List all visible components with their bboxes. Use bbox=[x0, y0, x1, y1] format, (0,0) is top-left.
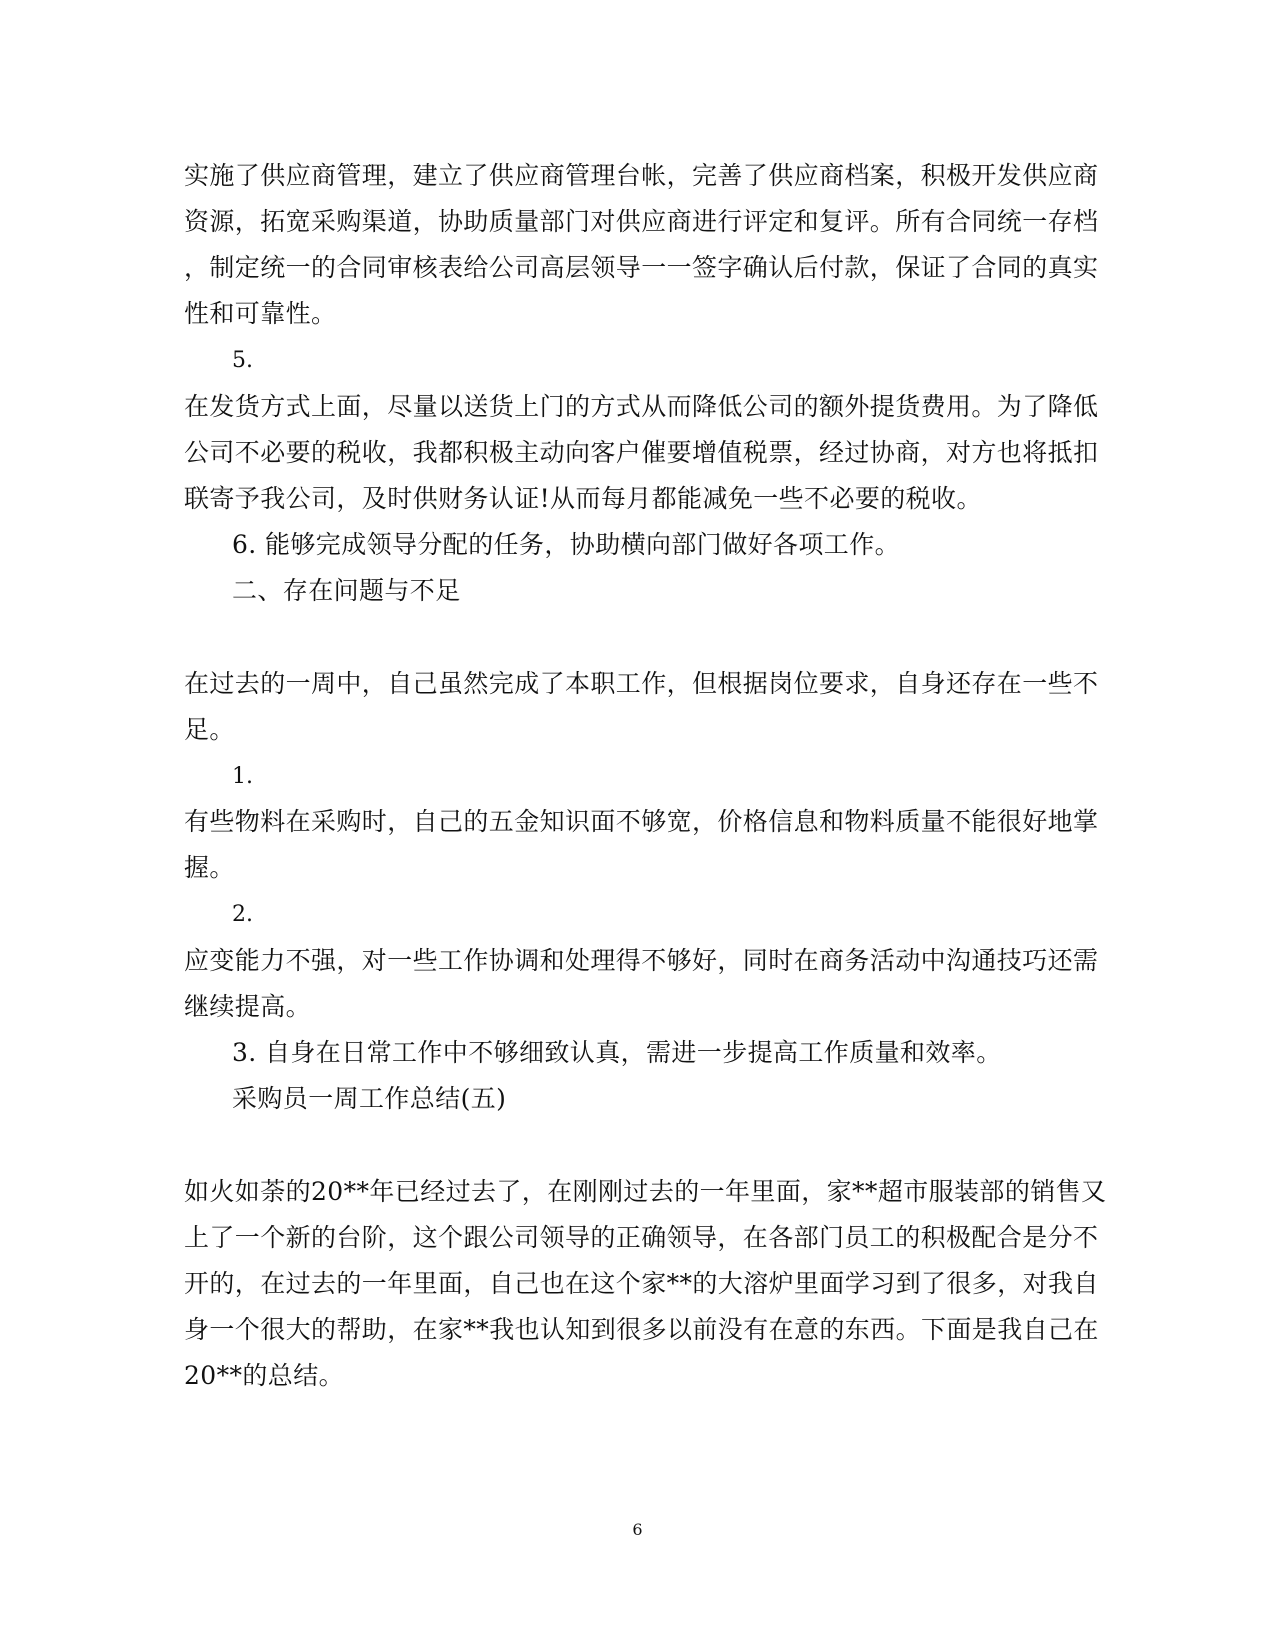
body-text-line: 身一个很大的帮助，在家**我也认知到很多以前没有在意的东西。下面是我自己在 bbox=[184, 1315, 1099, 1344]
body-text-line: 联寄予我公司，及时供财务认证!从而每月都能减免一些不必要的税收。 bbox=[184, 484, 982, 513]
body-text-line: ，制定统一的合同审核表给公司高层领导一一签字确认后付款，保证了合同的真实 bbox=[184, 253, 1099, 282]
list-number: 2. bbox=[232, 902, 253, 927]
section-heading: 二、存在问题与不足 bbox=[232, 576, 461, 605]
list-item-line: 3. 自身在日常工作中不够细致认真，需进一步提高工作质量和效率。 bbox=[232, 1038, 1002, 1067]
body-text-line: 资源，拓宽采购渠道，协助质量部门对供应商进行评定和复评。所有合同统一存档 bbox=[184, 207, 1099, 236]
body-text-line: 上了一个新的台阶，这个跟公司领导的正确领导，在各部门员工的积极配合是分不 bbox=[184, 1223, 1099, 1252]
list-item-line: 6. 能够完成领导分配的任务，协助横向部门做好各项工作。 bbox=[232, 530, 901, 559]
body-text-line: 开的，在过去的一年里面，自己也在这个家**的大溶炉里面学习到了很多，对我自 bbox=[184, 1269, 1099, 1298]
body-text-line: 在发货方式上面，尽量以送货上门的方式从而降低公司的额外提货费用。为了降低 bbox=[184, 392, 1099, 421]
section-heading: 采购员一周工作总结(五) bbox=[232, 1084, 507, 1113]
body-text-line: 在过去的一周中，自己虽然完成了本职工作，但根据岗位要求，自身还存在一些不 bbox=[184, 669, 1099, 698]
body-text-line: 实施了供应商管理，建立了供应商管理台帐，完善了供应商档案，积极开发供应商 bbox=[184, 161, 1099, 190]
body-text-line: 握。 bbox=[184, 853, 235, 882]
list-number: 1. bbox=[232, 764, 253, 789]
body-text-line: 有些物料在采购时，自己的五金知识面不够宽，价格信息和物料质量不能很好地掌 bbox=[184, 807, 1099, 836]
body-text-line: 性和可靠性。 bbox=[184, 299, 337, 328]
body-text-line: 继续提高。 bbox=[184, 992, 312, 1021]
page-number: 6 bbox=[632, 1520, 643, 1539]
list-number: 5. bbox=[232, 348, 253, 373]
body-text-line: 公司不必要的税收，我都积极主动向客户催要增值税票，经过协商，对方也将抵扣 bbox=[184, 438, 1099, 467]
body-text-line: 如火如荼的20**年已经过去了，在刚刚过去的一年里面，家**超市服装部的销售又 bbox=[184, 1177, 1107, 1206]
body-text-line: 应变能力不强，对一些工作协调和处理得不够好，同时在商务活动中沟通技巧还需 bbox=[184, 946, 1099, 975]
body-text-line: 20**的总结。 bbox=[184, 1361, 345, 1390]
body-text-line: 足。 bbox=[184, 715, 235, 744]
